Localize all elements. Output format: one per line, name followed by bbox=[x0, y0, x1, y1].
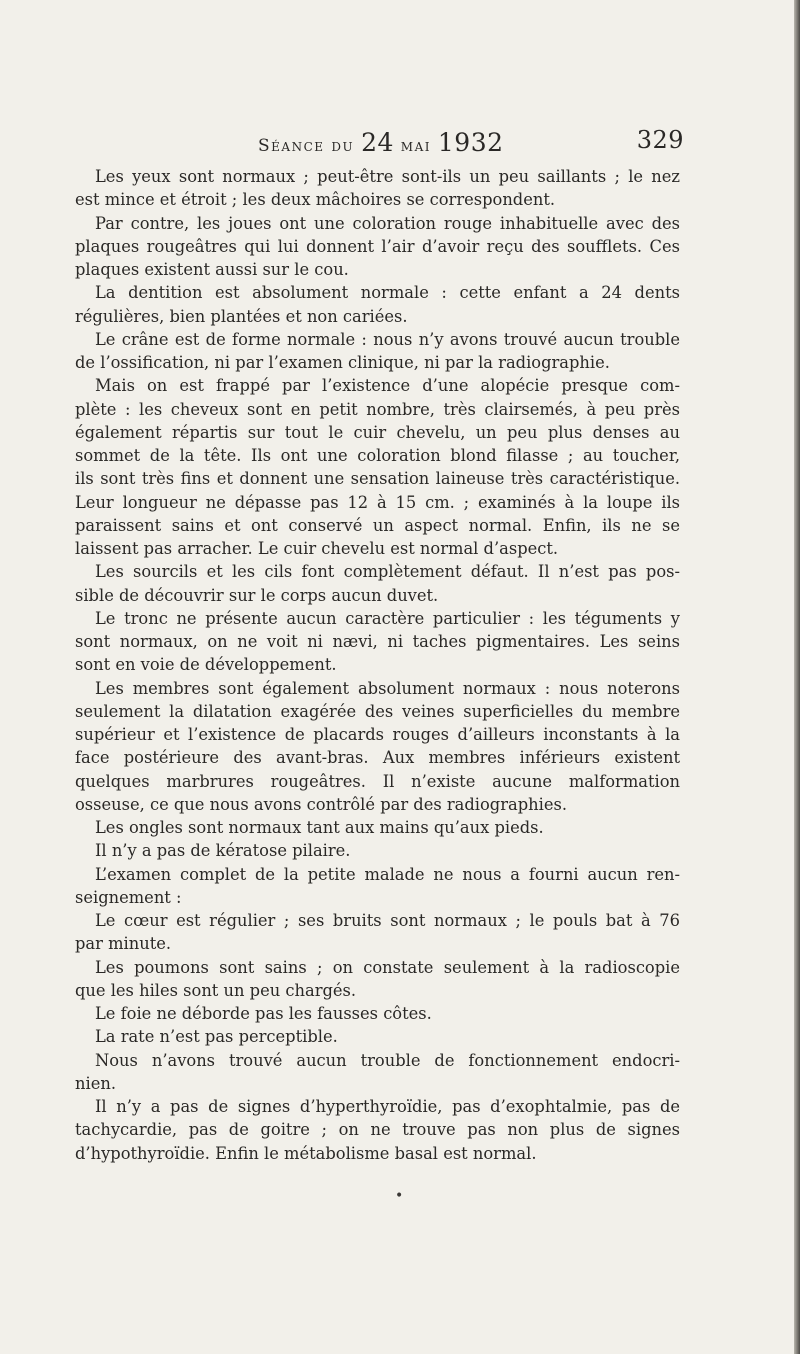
text-line: Le crâne est de forme normale : nous n’y avons trouvé aucun trouble bbox=[95, 329, 680, 349]
text-line: La dentition est absolument normale : cette enfant a 24 dents bbox=[95, 283, 680, 303]
text-line: Nous n’avons trouvé aucun trouble de fonctionnement endocri- bbox=[95, 1050, 680, 1070]
text-line: d’hypothyroïdie. Enfin le métabolisme basal est normal. bbox=[75, 1143, 537, 1163]
text-line: osseuse, ce que nous avons contrôlé par des radiographies. bbox=[75, 794, 567, 814]
text-line: tachycardie, pas de goitre ; on ne trouve pas non plus de signes bbox=[75, 1120, 680, 1140]
text-line: plète : les cheveux sont en petit nombre, très clairsemés, à peu près bbox=[75, 399, 680, 419]
text-line: seulement la dilatation exagérée des veines superficielles du membre bbox=[75, 701, 680, 721]
text-line: La rate n’est pas perceptible. bbox=[95, 1027, 338, 1047]
text-line: Il n’y a pas de signes d’hyperthyroïdie, pas d’exophtalmie, pas de bbox=[95, 1097, 680, 1116]
text-line: Par contre, les joues ont une coloration rouge inhabituelle avec des bbox=[95, 213, 680, 233]
text-line: Mais on est frappé par l’existence d’une alopécie presque com- bbox=[95, 376, 680, 396]
text-line: plaques existent aussi sur le cou. bbox=[75, 260, 349, 279]
body-text bbox=[75, 165, 680, 1165]
text-line: de l’ossification, ni par l’examen clinique, ni par la radiographie. bbox=[75, 353, 610, 372]
text-line: par minute. bbox=[75, 934, 172, 954]
text-line: est mince et étroit ; les deux mâchoires se correspondent. bbox=[75, 190, 556, 210]
text-line: sommet de la tête. Ils ont une coloration blond filasse ; au toucher, bbox=[75, 446, 680, 465]
text-line: sible de découvrir sur le corps aucun duvet. bbox=[75, 585, 439, 605]
text-line: seignement : bbox=[75, 887, 182, 907]
text-line: quelques marbrures rougeâtres. Il n’existe aucune malformation bbox=[75, 771, 680, 791]
running-title-date: 24 bbox=[361, 128, 394, 157]
text-line: plaques rougeâtres qui lui donnent l’air d’avoir reçu des soufflets. Ces bbox=[75, 236, 680, 256]
running-title-year: 1932 bbox=[437, 128, 504, 157]
running-title-month: mai bbox=[393, 136, 438, 156]
text-line: que les hiles sont un peu chargés. bbox=[75, 980, 357, 1000]
text-line: Les yeux sont normaux ; peut-être sont-ils un peu saillants ; le nez bbox=[95, 167, 680, 186]
text-line: nien. bbox=[75, 1073, 116, 1093]
text-line: paraissent sains et ont conservé un aspect normal. Enfin, ils ne se bbox=[75, 515, 680, 535]
text-line: Il n’y a pas de kératose pilaire. bbox=[95, 841, 351, 861]
text-line: ils sont très fins et donnent une sensation laineuse très caractéristique. bbox=[75, 469, 680, 489]
text-line: Les poumons sont sains ; on constate seulement à la radioscopie bbox=[95, 957, 680, 977]
text-line: L’examen complet de la petite malade ne nous a fourni aucun ren- bbox=[95, 864, 680, 884]
running-title-prefix: Séance du bbox=[258, 136, 362, 156]
text-line: supérieur et l’existence de placards rouges d’ailleurs inconstants à la bbox=[75, 725, 680, 744]
page-header bbox=[258, 122, 684, 157]
text-line: laissent pas arracher. Le cuir chevelu est normal d’aspect. bbox=[75, 539, 559, 558]
text-line: Le cœur est régulier ; ses bruits sont normaux ; le pouls bat à 76 bbox=[95, 911, 680, 930]
text-line: sont normaux, on ne voit ni nævi, ni taches pigmentaires. Les seins bbox=[75, 632, 680, 651]
footer-mark: • bbox=[395, 1188, 404, 1204]
running-title bbox=[258, 128, 504, 157]
page-edge-shadow bbox=[794, 0, 800, 1354]
text-line: régulières, bien plantées et non cariées. bbox=[75, 306, 408, 326]
text-line: Les sourcils et les cils font complètement défaut. Il n’est pas pos- bbox=[95, 562, 680, 582]
text-line: Leur longueur ne dépasse pas 12 à 15 cm. ; examinés à la loupe ils bbox=[75, 492, 680, 512]
text-line: Les ongles sont normaux tant aux mains qu’aux pieds. bbox=[95, 818, 544, 837]
text-line: Le tronc ne présente aucun caractère particulier : les téguments y bbox=[95, 608, 680, 628]
text-line: Le foie ne déborde pas les fausses côtes. bbox=[95, 1004, 432, 1023]
text-line: sont en voie de développement. bbox=[75, 655, 337, 675]
text-line: face postérieure des avant-bras. Aux membres inférieurs existent bbox=[75, 748, 680, 768]
text-line: Les membres sont également absolument normaux : nous noterons bbox=[95, 678, 680, 698]
text-line: également répartis sur tout le cuir chevelu, un peu plus denses au bbox=[75, 422, 680, 442]
page-number: 329 bbox=[636, 126, 684, 154]
